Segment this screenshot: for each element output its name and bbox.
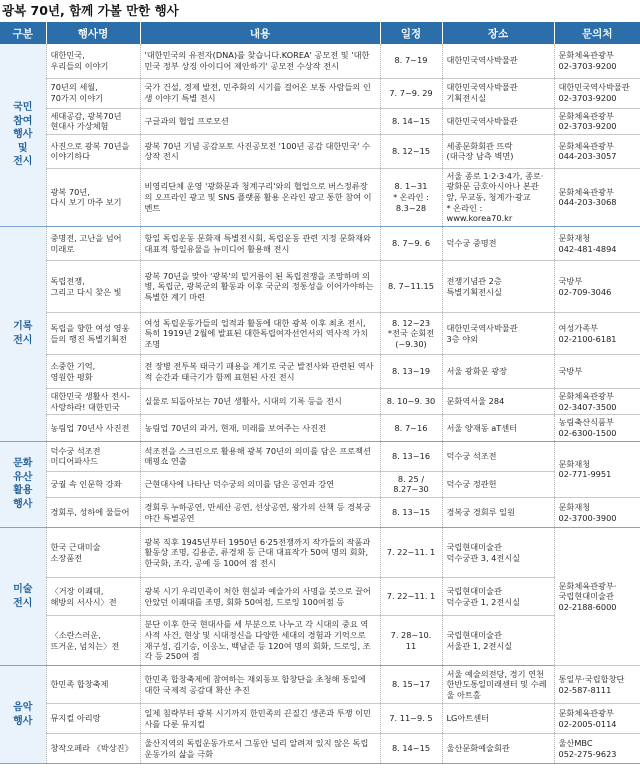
content-cell: 광복 시기 우리민족이 처한 현실과 예술가의 사명을 붓으로 끌어안았던 이쾌대를 조명, 회화 50여점, 드로잉 100여점 등 [140,578,380,616]
header-category: 구분 [0,22,46,44]
schedule-cell: 8. 13~16 [380,441,442,471]
table-row [0,78,640,108]
content-cell: 전 장병 전투복 태극기 패용을 계기로 국군 발전사와 관련된 역사적 순간과 태극기가 함께 표현된 사진 전시 [140,355,380,389]
contact-cell: 문화체육관광부 02-2005-0114 [554,704,640,734]
place-cell: 국립현대미술관 덕수궁관 3, 4전시실 [442,528,554,578]
place-cell: 대한민국역사박물관 [442,44,554,78]
schedule-cell: 8. 13~15 [380,498,442,528]
place-cell: 경복궁 경회루 일원 [442,498,554,528]
event-name-cell: 농림업 70년사 사진전 [46,415,140,441]
events-table [0,22,640,764]
table-row [0,734,640,764]
table-row [0,227,640,261]
table-row [0,666,640,704]
schedule-cell: 8. 7~9. 6 [380,227,442,261]
table-row [0,441,640,471]
schedule-cell: 8. 25 / 8.27~30 [380,471,442,497]
content-cell: '대한민국의 유전자(DNA)를 찾습니다.KOREA' 공모전 및 '대한민국 정부 상징 아이디어 제안하기' 공모전 수상작 전시 [140,44,380,78]
content-cell: 광복 직후 1945년부터 1950년 6·25전쟁까지 작가들의 작품과 활동상 조명, 김용준, 류경채 등 근대 대표작가 50여 명의 회화, 한국화, 조각, 공예 등 100여 점 전시 [140,528,380,578]
table-row [0,616,640,666]
content-cell: 비영리단체 운영 '광화문과 청계구리'와의 협업으로 버스정류장의 오프라인 광고 및 SNS 플랫폼 활용 온라인 광고 통한 참여 이벤트 [140,168,380,226]
schedule-cell: 8. 14~15 [380,734,442,764]
table-row [0,578,640,616]
event-name-cell: 〈소란스러운, 뜨거운, 넘치는〉전 [46,616,140,666]
contact-cell: 국방부 02-709-3046 [554,261,640,313]
schedule-cell: 7. 28~10. 11 [380,616,442,666]
event-name-cell: 한국 근대미술 소장품전 [46,528,140,578]
category-cell: 음악 행사 [0,666,46,764]
place-cell: 서울 광화문 광장 [442,355,554,389]
event-name-cell: 경회루, 성하에 물들어 [46,498,140,528]
schedule-cell: 8. 1~31 * 온라인 : 8.3~28 [380,168,442,226]
contact-cell: 통일부·국립합창단 02-587-8111 [554,666,640,704]
table-body [0,44,640,764]
schedule-cell: 7. 22~11. 1 [380,528,442,578]
place-cell: 덕수궁 정관헌 [442,471,554,497]
place-cell: 울산문화예술회관 [442,734,554,764]
header-content: 내용 [140,22,380,44]
contact-cell: 문화체육관광부 02-3703-9200 [554,44,640,78]
place-cell: 대한민국역사박물관 [442,108,554,134]
place-cell: 대한민국역사박물관 기획전시실 [442,78,554,108]
contact-cell: 문화체육관광부 02-3703-9200 [554,108,640,134]
contact-cell: 국방부 [554,355,640,389]
table-header-row [0,22,640,44]
content-cell: 울산지역의 독립운동가로서 그동안 널리 알려져 있지 않은 독립운동가의 삶을 극화 [140,734,380,764]
place-cell: 덕수궁 석조전 [442,441,554,471]
contact-cell: 문화재청 02-771-9951 [554,441,640,497]
event-name-cell: 〈거장 이쾌대, 해방의 서사시〉전 [46,578,140,616]
header-place: 장소 [442,22,554,44]
place-cell: 문화역서울 284 [442,389,554,415]
schedule-cell: 8. 12~15 [380,134,442,168]
schedule-cell: 8. 13~19 [380,355,442,389]
content-cell: 일제 침략부터 광복 시기까지 한민족의 끈질긴 생존과 투쟁 이민사를 다룬 뮤지컬 [140,704,380,734]
table-row [0,313,640,355]
event-name-cell: 중명전, 고난을 넘어 미래로 [46,227,140,261]
schedule-cell: 7. 22~11. 1 [380,578,442,616]
table-row [0,355,640,389]
event-name-cell: 궁궐 속 인문학 강좌 [46,471,140,497]
table-row [0,498,640,528]
content-cell: 광복 70년 기념 공감포토 사진공모전 '100년 공감 대한민국' 수상작 전시 [140,134,380,168]
event-name-cell: 소중한 기억, 영원한 평화 [46,355,140,389]
header-event-name: 행사명 [46,22,140,44]
table-row [0,261,640,313]
event-name-cell: 뮤지컬 아리랑 [46,704,140,734]
place-cell: LG아트센터 [442,704,554,734]
content-cell: 농림업 70년의 과거, 현재, 미래를 보여주는 사진전 [140,415,380,441]
table-row [0,108,640,134]
content-cell: 근현대사에 나타난 덕수궁의 의미를 담은 공연과 강연 [140,471,380,497]
event-name-cell: 독립전쟁, 그리고 다시 찾은 빛 [46,261,140,313]
place-cell: 서울 양재동 aT센터 [442,415,554,441]
event-name-cell: 한민족 합창축제 [46,666,140,704]
table-row [0,389,640,415]
place-cell: 대한민국역사박물관 3층 야외 [442,313,554,355]
table-row [0,415,640,441]
schedule-cell: 8. 7~16 [380,415,442,441]
event-name-cell: 독립을 향한 여성 영웅 들의 행진 특별기획전 [46,313,140,355]
contact-cell: 농림축산식품부 02-6300-1500 [554,415,640,441]
contact-cell: 문화체육관광부 044-203-3068 [554,168,640,226]
place-cell: 국립현대미술관 서울관 1, 2전시실 [442,616,554,666]
category-cell: 미술 전시 [0,528,46,666]
header-schedule: 일정 [380,22,442,44]
schedule-cell: 7. 11~9. 5 [380,704,442,734]
content-cell: 한민족 합창축제에 참여하는 재외동포 합창단을 초청해 통일에 대한 국제적 공감대 확산 추진 [140,666,380,704]
place-cell: 서울 종로 1·2·3·4가, 종로·광화문 금호아시아나 본관 앞, 무교동, 청계가·광교 * 온라인 : www.korea70.kr [442,168,554,226]
event-name-cell: 70년의 세월, 70가지 이야기 [46,78,140,108]
table-row [0,134,640,168]
content-cell: 광복 70년을 맞아 '광복'의 밑거름이 된 독립전쟁을 조망하며 의병, 독립군, 광복군의 활동과 이후 국군의 정통성을 이어가야하는 특별한 계기 마련 [140,261,380,313]
content-cell: 항일 독립운동 문화재 특별전시회, 독립운동 관련 지정 문화재와 대표적 항일유물을 뉴미디어 활용해 전시 [140,227,380,261]
place-cell: 서울 예술의전당, 경기 연천 한반도통일미래센터 및 수레울 아트홀 [442,666,554,704]
schedule-cell: 8. 7~19 [380,44,442,78]
place-cell: 국립현대미술관 덕수궁관 1, 2전시실 [442,578,554,616]
contact-cell: 대한민국역사박물관 02-3703-9200 [554,78,640,108]
schedule-cell: 8. 12~23 *전국 순회전 (~9.30) [380,313,442,355]
place-cell: 세종문화회관 뜨락 (대극장 남측 벽면) [442,134,554,168]
table-row [0,168,640,226]
event-name-cell: 덕수궁 석조전 미디어파사드 [46,441,140,471]
category-cell: 문화 유산 활용 행사 [0,441,46,527]
contact-cell: 문화재청 042-481-4894 [554,227,640,261]
event-name-cell: 대한민국, 우리들의 이야기 [46,44,140,78]
table-row [0,471,640,497]
content-cell: 실물로 되돌아보는 70년 생활사, 시대의 기록 등을 전시 [140,389,380,415]
content-cell: 분단 이후 한국 현대사를 세 부분으로 나누고 각 시대의 중요 역사적 사건, 현상 및 시대정신을 다양한 세대의 경험과 기억으로 재구성, 김기승, 이응노, 백남준 등 120여 명의 회화, 드로잉, 조각 등 250여 점 [140,616,380,666]
schedule-cell: 7. 7~9. 29 [380,78,442,108]
event-name-cell: 창작오페라 《박상진》 [46,734,140,764]
table-row [0,704,640,734]
schedule-cell: 8. 7~11.15 [380,261,442,313]
contact-cell: 울산MBC 052-275-9623 [554,734,640,764]
event-name-cell: 세대공감, 광복70년 현대사 가상체험 [46,108,140,134]
category-cell: 기록 전시 [0,227,46,442]
contact-cell: 여성가족부 02-2100-6181 [554,313,640,355]
content-cell: 석조전을 스크린으로 활용해 광복 70년의 의미를 담은 프로젝션 매핑쇼 연출 [140,441,380,471]
page-title: 광복 70년, 함께 가볼 만한 행사 [2,3,179,18]
schedule-cell: 8. 15~17 [380,666,442,704]
table-row [0,44,640,78]
event-name-cell: 사진으로 광복 70년을 이야기하다 [46,134,140,168]
contact-cell: 문화체육관광부· 국립현대미술관 02-2188-6000 [554,528,640,666]
event-name-cell: 광복 70년, 다시 보기 마주 보기 [46,168,140,226]
contact-cell: 문화재청 02-3700-3900 [554,498,640,528]
table-row [0,528,640,578]
content-cell: 여성 독립운동가들의 업적과 활동에 대한 광복 이후 최초 전시, 특히 1919년 2월에 발표된 대한독립여자선언서의 역사적 가치 조명 [140,313,380,355]
header-contact: 문의처 [554,22,640,44]
content-cell: 국가 건설, 경제 발전, 민주화의 시기를 걸어온 보통 사람들의 인생 이야기 특별 전시 [140,78,380,108]
event-name-cell: 대한민국 생활사 전시- 사랑하라! 대한민국 [46,389,140,415]
place-cell: 전쟁기념관 2층 특별기획전시실 [442,261,554,313]
content-cell: 경회루 누하공연, 만세산 공연, 선상공연, 왕가의 산책 등 경복궁 야간 특별공연 [140,498,380,528]
place-cell: 덕수궁 중명전 [442,227,554,261]
contact-cell: 문화체육관광부 02-3407-3500 [554,389,640,415]
schedule-cell: 8. 14~15 [380,108,442,134]
contact-cell: 문화체육관광부 044-203-3057 [554,134,640,168]
content-cell: 구글과의 협업 프로모션 [140,108,380,134]
schedule-cell: 8. 10~9. 30 [380,389,442,415]
category-cell: 국민 참여 행사 및 전시 [0,44,46,227]
